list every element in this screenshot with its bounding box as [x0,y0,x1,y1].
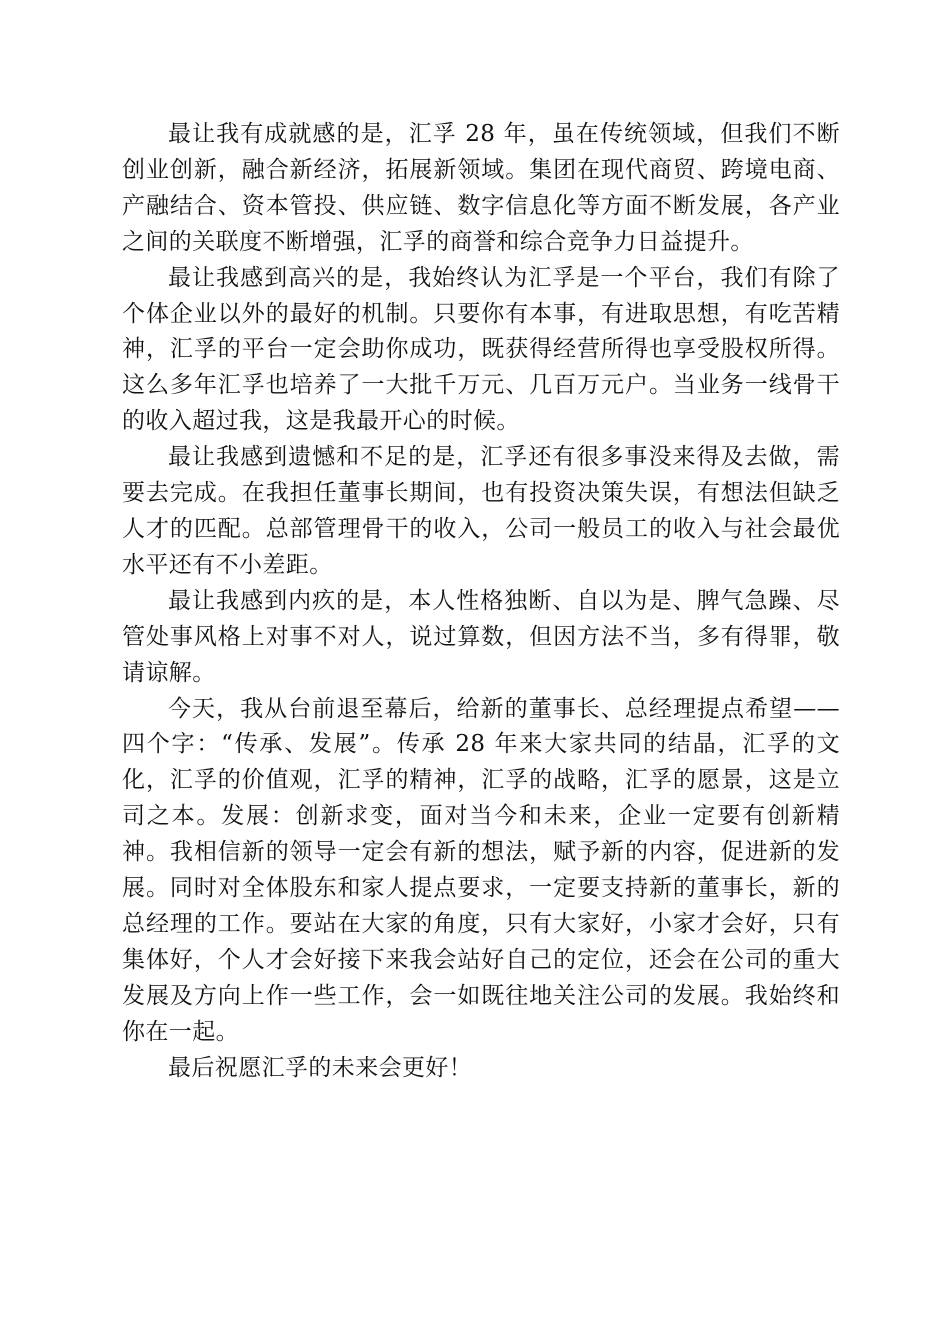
paragraph-achievement: 最让我有成就感的是，汇孚 28 年，虽在传统领域，但我们不断创业创新，融合新经济，拓展新领域。集团在现代商贸、跨境电商、产融结合、资本管投、供应链、数字信息化等方面不断发展，各产业之间的关联度不断增强，汇孚的商誉和综合竞争力日益提升。 [122,121,840,255]
paragraph-succession: 今天，我从台前退至幕后，给新的董事长、总经理提点希望——四个字：“传承、发展”。传承 28 年来大家共同的结晶，汇孚的文化，汇孚的价值观，汇孚的精神，汇孚的战略，汇孚的愿景，这是立司之本。发展：创新求变，面对当今和未来，企业一定要有创新精神。我相信新的领导一定会有新的想法，赋予新的内容，促进新的发展。同时对全体股东和家人提点要求，一定要支持新的董事长，新的总经理的工作。要站在大家的角度，只有大家好，小家才会好，只有集体好，个人才会好接下来我会站好自己的定位，还会在公司的重大发展及方向上作一些工作，会一如既往地关注公司的发展。我始终和你在一起。 [122,695,840,1045]
paragraph-happiness: 最让我感到高兴的是，我始终认为汇孚是一个平台，我们有除了个体企业以外的最好的机制。只要你有本事，有进取思想，有吃苦精神，汇孚的平台一定会助你成功，既获得经营所得也享受股权所得。这么多年汇孚也培养了一大批千万元、几百万元户。当业务一线骨干的收入超过我，这是我最开心的时候。 [122,264,840,435]
paragraph-closing-wish: 最后祝愿汇孚的未来会更好！ [168,1054,473,1081]
document-body [122,117,840,1086]
paragraph-apology: 最让我感到内疚的是，本人性格独断、自以为是、脾气急躁、尽管处事风格上对事不对人，说过算数，但因方法不当，多有得罪，敬请谅解。 [122,587,840,686]
paragraph-regret: 最让我感到遗憾和不足的是，汇孚还有很多事没来得及去做，需要去完成。在我担任董事长期间，也有投资决策失误，有想法但缺乏人才的匹配。总部管理骨干的收入，公司一般员工的收入与社会最优水平还有不小差距。 [122,444,840,578]
